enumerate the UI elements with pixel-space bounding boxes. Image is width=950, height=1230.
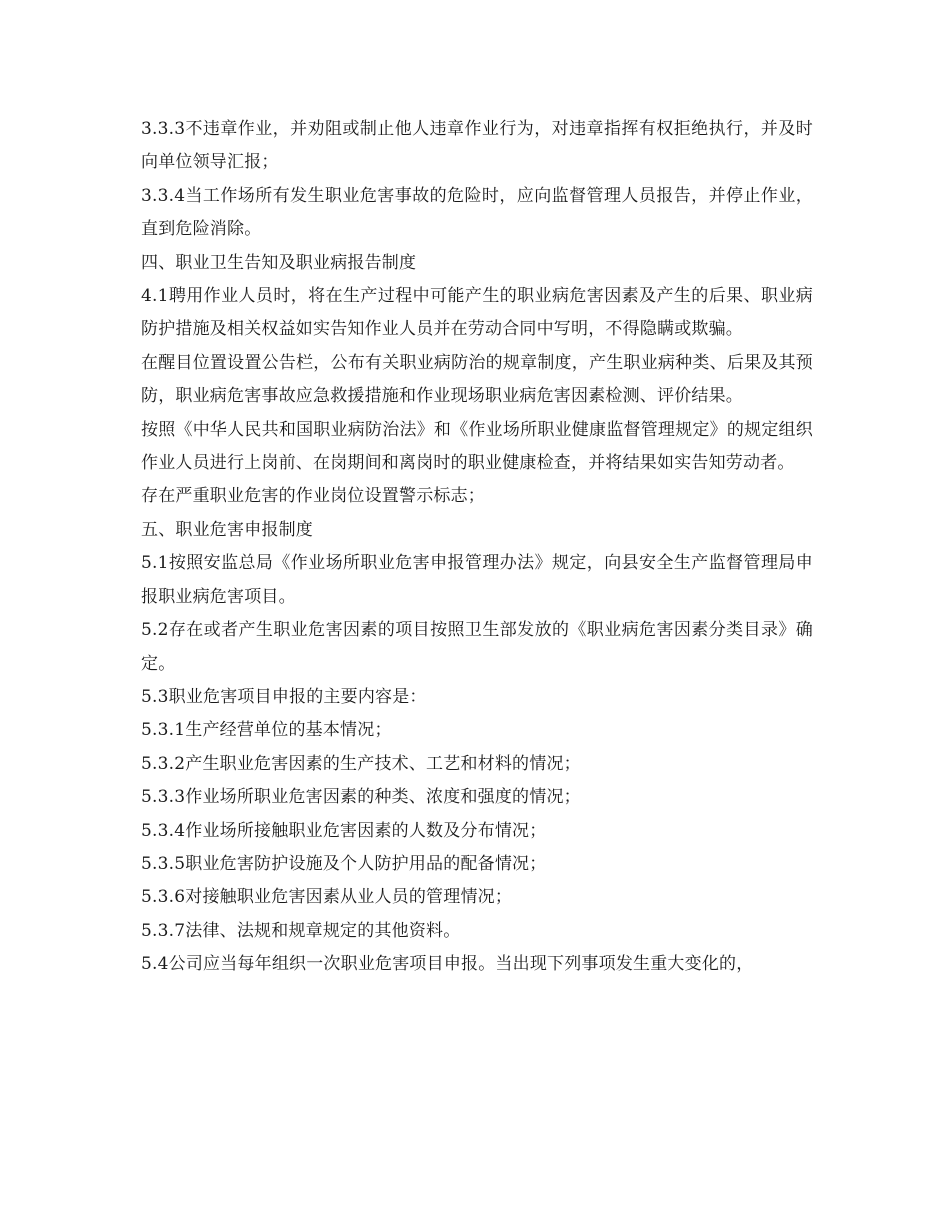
paragraph-warning-signs: 存在严重职业危害的作业岗位设置警示标志； xyxy=(141,486,485,507)
paragraph-bulletin-board: 在醒目位置设置公告栏，公布有关职业病防治的规章制度，产生职业病种类、后果及其预防，职业病危害事故应急救援措施和作业现场职业病危害因素检测、评价结果。 xyxy=(141,352,813,407)
section-heading-5: 五、职业危害申报制度 xyxy=(141,519,313,540)
document-body xyxy=(141,113,813,982)
paragraph-3-3-4: 3.3.4当工作场所有发生职业危害事故的危险时，应向监督管理人员报告，并停止作业，直到危险消除。 xyxy=(141,185,813,240)
paragraph-4-1: 4.1聘用作业人员时，将在生产过程中可能产生的职业病危害因素及产生的后果、职业病防护措施及相关权益如实告知作业人员并在劳动合同中写明，不得隐瞒或欺骗。 xyxy=(141,286,813,340)
paragraph-3-3-3: 3.3.3不违章作业，并劝阻或制止他人违章作业行为，对违章指挥有权拒绝执行，并及时向单位领导汇报； xyxy=(141,119,813,173)
list-item-5-3-5: 5.3.5职业危害防护设施及个人防护用品的配备情况； xyxy=(141,853,547,874)
list-item-5-3-6: 5.3.6对接触职业危害因素从业人员的管理情况； xyxy=(141,887,513,908)
list-item-5-3-4: 5.3.4作业场所接触职业危害因素的人数及分布情况； xyxy=(141,820,547,841)
section-heading-4: 四、职业卫生告知及职业病报告制度 xyxy=(141,252,417,273)
paragraph-5-1: 5.1按照安监总局《作业场所职业危害申报管理办法》规定，向县安全生产监督管理局申报职业病危害项目。 xyxy=(141,553,813,607)
list-item-5-3-3: 5.3.3作业场所职业危害因素的种类、浓度和强度的情况； xyxy=(141,787,581,808)
paragraph-health-check: 按照《中华人民共和国职业病防治法》和《作业场所职业健康监督管理规定》的规定组织作业人员进行上岗前、在岗期间和离岗时的职业健康检查，并将结果如实告知劳动者。 xyxy=(141,419,813,474)
paragraph-5-3: 5.3职业危害项目申报的主要内容是： xyxy=(141,686,427,707)
list-item-5-3-2: 5.3.2产生职业危害因素的生产技术、工艺和材料的情况； xyxy=(141,753,581,774)
list-item-5-3-7: 5.3.7法律、法规和规章规定的其他资料。 xyxy=(141,920,461,941)
list-item-5-3-1: 5.3.1生产经营单位的基本情况； xyxy=(141,720,392,741)
paragraph-5-4: 5.4公司应当每年组织一次职业危害项目申报。当出现下列事项发生重大变化的， xyxy=(141,954,754,975)
paragraph-5-2: 5.2存在或者产生职业危害因素的项目按照卫生部发放的《职业病危害因素分类目录》确定。 xyxy=(141,620,813,674)
